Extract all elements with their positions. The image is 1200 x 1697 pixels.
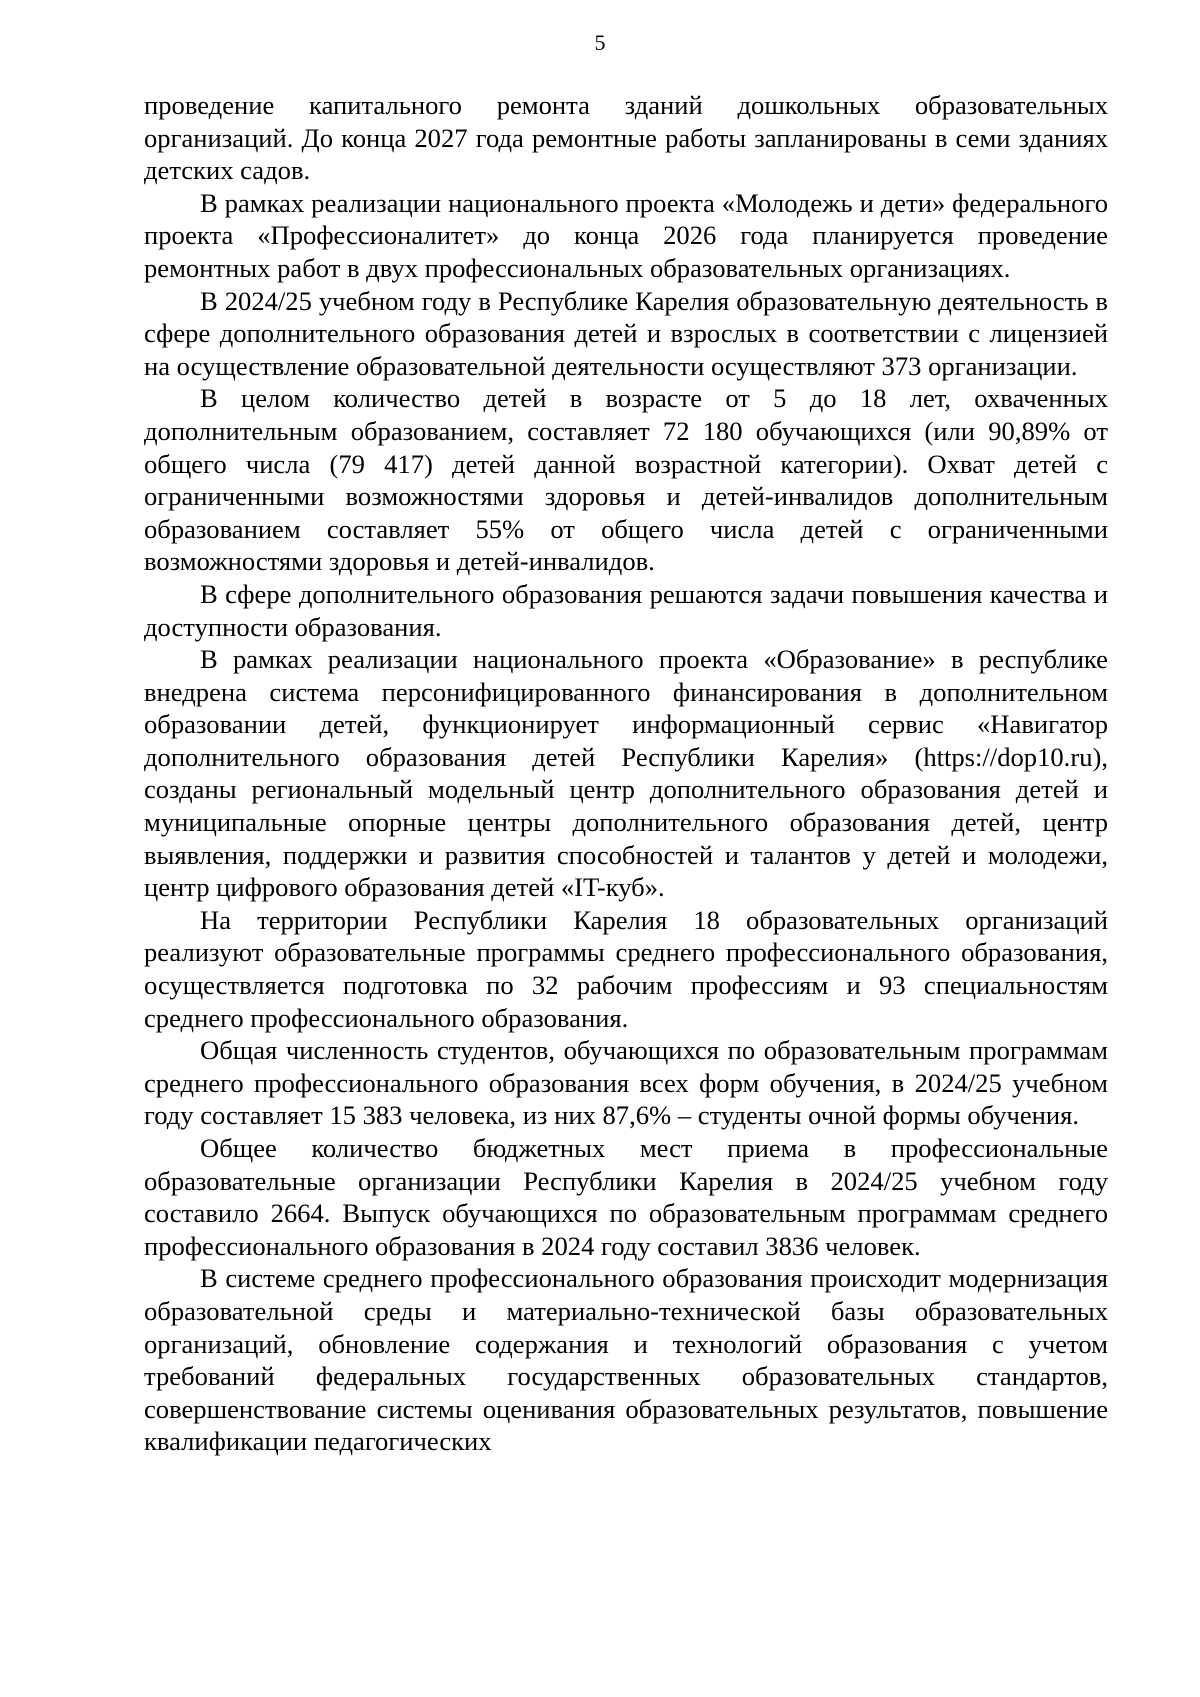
paragraph: В рамках реализации национального проекта «Молодежь и дети» федерального проекта «Профессионалитет» до конца 2026 года планируется проведение ремонтных работ в двух профессиональных образовательных организациях. — [144, 187, 1108, 283]
paragraph: В сфере дополнительного образования решаются задачи повышения качества и доступности образования. — [144, 578, 1108, 642]
document-body — [144, 89, 1108, 1458]
paragraph-last: В системе среднего профессионального образования происходит модернизация образовательной среды и материально-технической базы образовательных организаций, обновление содержания и технологий образования с учетом требований федеральных государственных образовательных стандартов, совершенствование системы оценивания образовательных результатов, повышение квалификации педагогических — [144, 1263, 1108, 1457]
paragraph: На территории Республики Карелия 18 образовательных организаций реализуют образовательные программы среднего профессионального образования, осуществляется подготовка по 32 рабочим профессиям и 93 специальностям среднего профессионального образования. — [144, 904, 1108, 1033]
paragraph: Общая численность студентов, обучающихся по образовательным программам среднего профессионального образования всех форм обучения, в 2024/25 учебном году составляет 15 383 человека, из них 87,6% – студенты очной формы обучения. — [144, 1035, 1108, 1131]
paragraph: В целом количество детей в возрасте от 5 до 18 лет, охваченных дополнительным образованием, составляет 72 180 обучающихся (или 90,89% от общего числа (79 417) детей данной возрастной категории). Охват детей с ограниченными возможностями здоровья и детей-инвалидов дополнительным образованием составляет 55% от общего числа детей с ограниченными возможностями здоровья и детей-инвалидов. — [144, 383, 1108, 577]
paragraph: проведение капитального ремонта зданий дошкольных образовательных организаций. До конца 2027 года ремонтные работы запланированы в семи зданиях детских садов. — [144, 90, 1108, 186]
paragraph: В 2024/25 учебном году в Республике Карелия образовательную деятельность в сфере дополнительного образования детей и взрослых в соответствии с лицензией на осуществление образовательной деятельности осуществляют 373 организации. — [144, 285, 1108, 381]
paragraph: Общее количество бюджетных мест приема в профессиональные образовательные организации Республики Карелия в 2024/25 учебном году составило 2664. Выпуск обучающихся по образовательным программам среднего профессионального образования в 2024 году составил 3836 человек. — [144, 1133, 1108, 1261]
paragraph: В рамках реализации национального проекта «Образование» в республике внедрена система персонифицированного финансирования в дополнительном образовании детей, функционирует информационный сервис «Навигатор дополнительного образования детей Республики Карелия» (https://dop10.ru), созданы региональный модельный центр дополнительного образования детей и муниципальные опорные центры дополнительного образования детей, центр выявления, поддержки и развития способностей и талантов у детей и молодежи, центр цифрового образования детей «IT-куб». — [144, 644, 1108, 903]
page-number: 5 — [594, 30, 606, 55]
